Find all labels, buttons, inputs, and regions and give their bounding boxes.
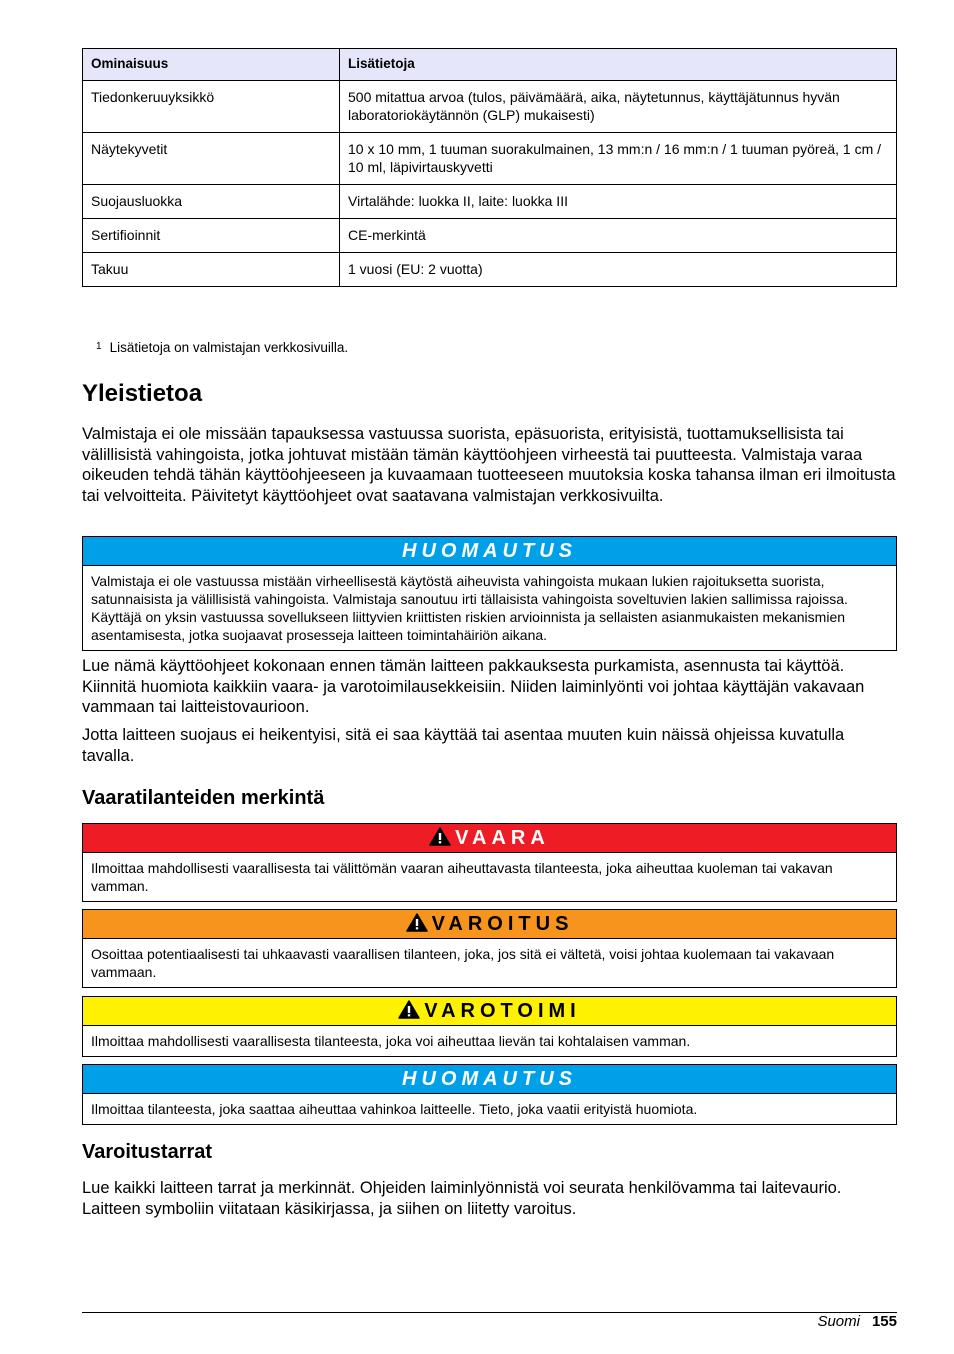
table-row <box>83 219 897 253</box>
warning-triangle-icon <box>406 913 428 932</box>
notice-banner: HUOMAUTUS <box>83 1065 896 1094</box>
column-header: Ominaisuus <box>83 49 340 81</box>
footnote <box>96 340 348 355</box>
general-paragraph: Valmistaja ei ole missään tapauksessa vastuussa suorista, epäsuorista, erityisistä, tuottamuksellisista tai välillisistä vahingoista, jotka johtuvat mistään tämän käyttöohjeen virheestä tai puutteesta. Valmistaja varaa oikeuden tehdä tähän käyttöohjeeseen ja kuvaamaan tuotteeseen muutoksia koska tahansa ilman eri ilmoitusta tai velvoitteita. Päivitetyt käyttöohjeet ovat saatavana valmistajan verkkosivuilta. <box>82 425 896 505</box>
table-row <box>83 81 897 133</box>
notice-box <box>82 1064 897 1125</box>
table-row <box>83 253 897 287</box>
danger-label: VAARA <box>455 827 550 849</box>
specifications-table <box>82 48 897 287</box>
notice-text: Valmistaja ei ole vastuussa mistään virheellisestä käytöstä aiheuvista vahingoista mukaan lukien rajoituksetta suorista, satunnaisista ja välillisistä vahingoista. Valmistaja sanoutuu irti tällaisista vahingoista soveltuvien lakien sallimissa rajoissa. Käyttäjä on yksin vastuussa sovellukseen liittyvien kriittisten riskien arvioinnista ja sellaisten asianmukaisten mekanismien asentamisesta, jotka suojaavat prosesseja laitteen toimintahäiriön aikana. <box>91 573 848 643</box>
footnote-mark: 1 <box>96 341 102 352</box>
caution-banner <box>83 997 896 1026</box>
table-header-row <box>83 49 897 81</box>
warning-triangle-icon <box>398 1000 420 1019</box>
table-cell: Takuu <box>83 253 340 287</box>
safety-paragraph-1: Lue nämä käyttöohjeet kokonaan ennen tämän laitteen pakkauksesta purkamista, asennusta tai käyttöä. Kiinnitä huomiota kaikkiin vaara- ja varotoimilausekkeisiin. Niiden laiminlyönti voi johtaa käyttäjän vakavaan vammaan tai laitteistovaurioon. <box>82 657 865 716</box>
warning-label: VAROITUS <box>431 913 574 935</box>
table-cell: 1 vuosi (EU: 2 vuotta) <box>340 253 897 287</box>
warning-triangle-icon <box>429 827 451 846</box>
labels-heading: Varoitustarrat <box>82 1141 213 1163</box>
caution-text: Ilmoittaa mahdollisesti vaarallisesta tilanteesta, joka voi aiheuttaa lievän tai kohtalaisen vamman. <box>91 1033 691 1049</box>
caution-box <box>82 996 897 1057</box>
warning-box <box>82 909 897 988</box>
danger-text: Ilmoittaa mahdollisesti vaarallisesta tai välittömän vaaran aiheuttavasta tilanteesta, joka aiheuttaa kuoleman tai vakavan vamman. <box>91 860 833 894</box>
notice-banner: HUOMAUTUS <box>83 537 896 566</box>
page-footer <box>817 1312 897 1332</box>
labels-paragraph: Lue kaikki laitteen tarrat ja merkinnät. Ohjeiden laiminlyönnistä voi seurata henkilövamma tai laitevaurio. Laitteen symboliin viitataan käsikirjassa, ja siihen on liitetty varoitus. <box>82 1179 842 1218</box>
footer-language: Suomi <box>817 1313 860 1330</box>
table-cell: CE-merkintä <box>340 219 897 253</box>
column-header: Lisätietoja <box>340 49 897 81</box>
hazard-heading: Vaaratilanteiden merkintä <box>82 787 325 809</box>
general-heading: Yleistietoa <box>82 380 203 407</box>
table-cell: Sertifioinnit <box>83 219 340 253</box>
table-cell: 10 x 10 mm, 1 tuuman suorakulmainen, 13 mm:n / 16 mm:n / 1 tuuman pyöreä, 1 cm / 10 ml, läpivirtauskyvetti <box>340 133 897 185</box>
warning-banner <box>83 910 896 939</box>
table-cell: Suojausluokka <box>83 185 340 219</box>
table-row <box>83 185 897 219</box>
table-cell: 500 mitattua arvoa (tulos, päivämäärä, aika, näytetunnus, käyttäjätunnus hyvän laboratoriokäytännön (GLP) mukaisesti) <box>340 81 897 133</box>
table-cell: Virtalähde: luokka II, laite: luokka III <box>340 185 897 219</box>
notice-text: Ilmoittaa tilanteesta, joka saattaa aiheuttaa vahinkoa laitteelle. Tieto, joka vaatii erityistä huomiota. <box>91 1101 698 1117</box>
page-content <box>82 48 897 1218</box>
danger-box <box>82 823 897 902</box>
safety-paragraph-2: Jotta laitteen suojaus ei heikentyisi, sitä ei saa käyttää tai asentaa muuten kuin näissä ohjeissa kuvatulla tavalla. <box>82 726 845 765</box>
footer-rule <box>82 1312 897 1313</box>
warning-text: Osoittaa potentiaalisesti tai uhkaavasti vaarallisen tilanteen, joka, jos sitä ei vältetä, voisi johtaa kuolemaan tai vakavaan vammaan. <box>91 946 835 980</box>
caution-label: VAROTOIMI <box>424 1000 581 1022</box>
table-cell: Näytekyvetit <box>83 133 340 185</box>
table-row <box>83 133 897 185</box>
page-number: 155 <box>871 1313 897 1330</box>
danger-banner <box>83 824 896 853</box>
footnote-text: Lisätietoja on valmistajan verkkosivuilla. <box>109 340 349 355</box>
safety-notice-box <box>82 536 897 651</box>
table-cell: Tiedonkeruuyksikkö <box>83 81 340 133</box>
